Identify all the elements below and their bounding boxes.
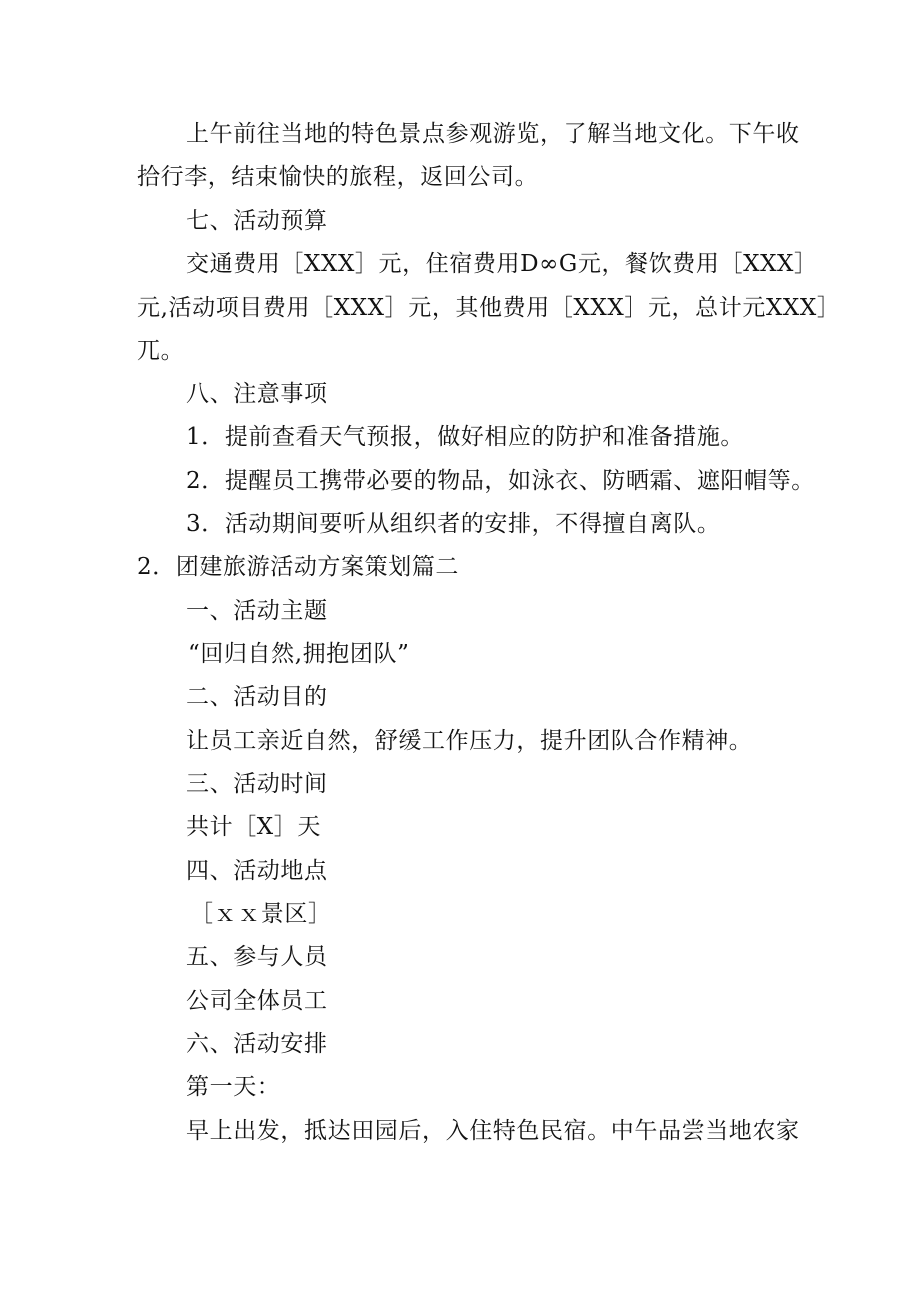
section-heading: 一、活动主题 <box>186 598 328 624</box>
paragraph-line: “回归自然,拥抱团队” <box>188 641 410 667</box>
paragraph-line: 第一天： <box>186 1074 281 1100</box>
paragraph-line: ［ｘｘ景区］ <box>190 901 332 927</box>
section-heading: 七、活动预算 <box>186 208 328 234</box>
paragraph-line: 兀。 <box>137 338 185 364</box>
list-item: 3．活动期间要听从组织者的安排，不得擅自离队。 <box>186 511 721 537</box>
section-heading: 二、活动目的 <box>186 684 328 710</box>
section-heading: 八、注意事项 <box>186 381 328 407</box>
paragraph-line: 公司全体员工 <box>186 988 328 1014</box>
paragraph-line: 交通费用［XXX］元，住宿费用D∞G元，餐饮费用［XXX］ <box>186 251 818 277</box>
paragraph-line: 元,活动项目费用［XXX］元，其他费用［XXX］元，总计元XXX］ <box>137 295 841 321</box>
paragraph-line: 让员工亲近自然，舒缓工作压力，提升团队合作精神。 <box>186 728 753 754</box>
paragraph-line: 上午前往当地的特色景点参观游览，了解当地文化。下午收 <box>186 121 800 147</box>
section-heading: 六、活动安排 <box>186 1031 328 1057</box>
paragraph-line: 共计［X］天 <box>186 814 321 840</box>
paragraph-line: 拾行李，结束愉快的旅程，返回公司。 <box>137 164 539 190</box>
paragraph-line: 早上出发，抵达田园后，入住特色民宿。中午品尝当地农家 <box>186 1118 800 1144</box>
list-item: 2．提醒员工携带必要的物品，如泳衣、防晒霜、遮阳帽等。 <box>186 468 815 494</box>
section-heading: 五、参与人员 <box>186 944 328 970</box>
section-heading: 四、活动地点 <box>186 858 328 884</box>
section-heading: 三、活动时间 <box>186 771 328 797</box>
chapter-heading: 2．团建旅游活动方案策划篇二 <box>137 554 460 580</box>
list-item: 1．提前查看天气预报，做好相应的防护和准备措施。 <box>186 424 745 450</box>
